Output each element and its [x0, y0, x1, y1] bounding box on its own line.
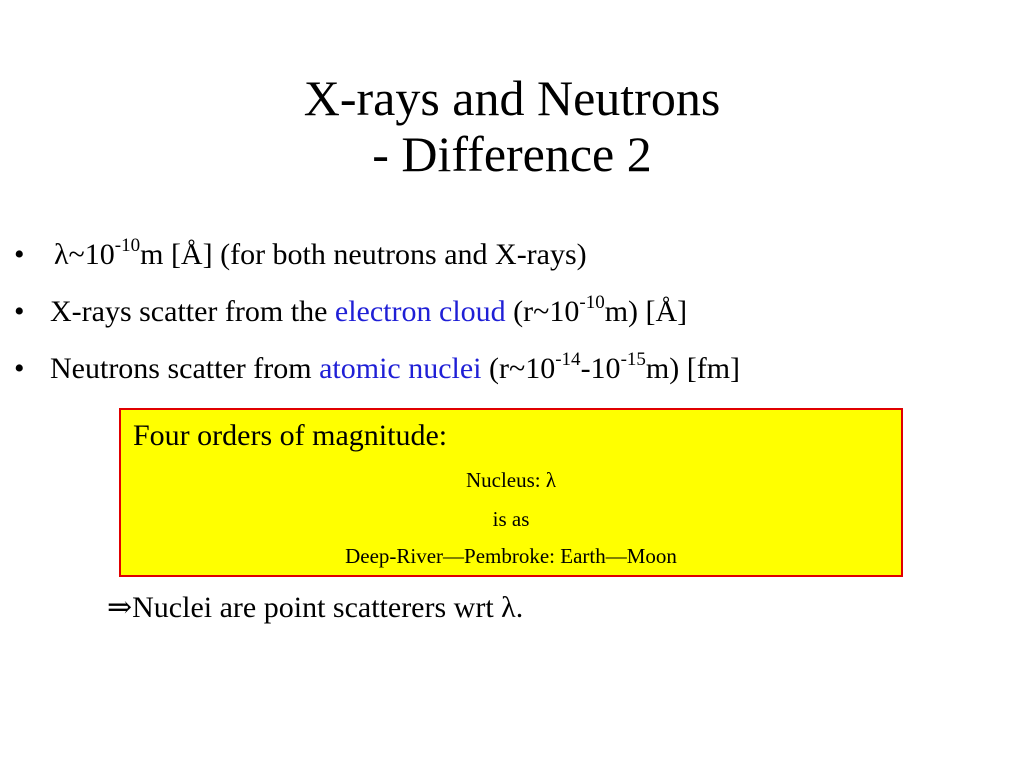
callout-line-3: Deep-River—Pembroke: Earth—Moon — [345, 544, 677, 568]
neutron-radius-base-2: -10 — [580, 352, 621, 385]
wavelength-rest: m [Å] (for both neutrons and X-rays) — [140, 238, 587, 271]
bullet-marker: • — [14, 238, 25, 271]
bullet-marker: • — [14, 295, 25, 328]
lambda-symbol: λ — [54, 238, 69, 271]
neutron-text: Neutrons scatter from — [50, 352, 320, 385]
bullet-wavelength — [14, 230, 1014, 287]
xray-text: X-rays scatter from the — [50, 295, 335, 328]
neutron-radius-exponent-2: -15 — [620, 349, 646, 370]
callout-box — [119, 408, 903, 577]
implies-arrow-icon: ⇒ — [107, 591, 133, 624]
callout-line-1: Nucleus: λ — [465, 468, 557, 492]
electron-cloud-highlight: electron cloud — [334, 295, 506, 328]
conclusion — [107, 588, 523, 628]
xray-radius-exponent: -10 — [579, 292, 605, 313]
callout-line-2: is as — [492, 507, 530, 531]
neutron-radius-exponent-1: -14 — [555, 349, 581, 370]
bullet-neutron-scatter — [14, 344, 1014, 401]
atomic-nuclei-highlight: atomic nuclei — [319, 352, 482, 385]
neutron-radius-rest: m) [fm] — [645, 352, 741, 385]
slide-title — [0, 70, 1024, 182]
bullet-list — [14, 230, 1014, 401]
wavelength-base: ~10 — [68, 238, 115, 271]
xray-radius-rest: m) [Å] — [604, 295, 688, 328]
xray-radius-base: (r~10 — [505, 295, 580, 328]
bullet-marker: • — [14, 352, 25, 385]
conclusion-text: Nuclei are point scatterers wrt λ. — [132, 591, 524, 624]
wavelength-exponent: -10 — [114, 235, 141, 256]
title-line-2: - Difference 2 — [372, 126, 652, 182]
bullet-xray-scatter — [14, 287, 1014, 344]
neutron-radius-base: (r~10 — [481, 352, 556, 385]
callout-heading: Four orders of magnitude: — [133, 419, 448, 452]
title-line-1: X-rays and Neutrons — [303, 70, 721, 126]
